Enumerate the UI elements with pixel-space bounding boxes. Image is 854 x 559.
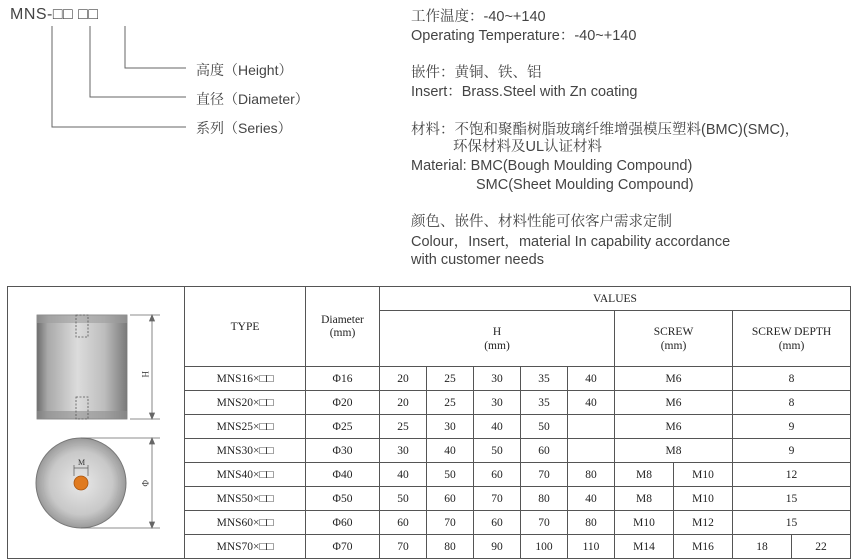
header-screw-unit: (mm) [660, 339, 687, 352]
row-h: 70 [521, 511, 568, 535]
row-h: 60 [427, 487, 474, 511]
row-dia: Φ50 [306, 487, 380, 511]
row-screw: M10 [615, 511, 674, 535]
row-dia: Φ16 [306, 367, 380, 391]
row-h: 70 [380, 535, 427, 559]
row-h: 80 [521, 487, 568, 511]
row-h: 35 [521, 391, 568, 415]
dia-dimension-label: Φ [140, 480, 150, 487]
header-h [380, 311, 615, 367]
row-h: 40 [568, 391, 615, 415]
row-h: 110 [568, 535, 615, 559]
row-depth: 18 [733, 535, 792, 559]
header-diameter-unit: (mm) [329, 326, 356, 339]
row-dia: Φ70 [306, 535, 380, 559]
row-screw: M14 [615, 535, 674, 559]
row-h: 50 [521, 415, 568, 439]
spec-colour-en-2: with customer needs [411, 252, 544, 268]
spec-colour-cn: 颜色、嵌件、材料性能可依客户需求定制 [411, 214, 672, 230]
spec-temp-cn: 工作温度：-40~+140 [411, 9, 546, 25]
row-h: 50 [380, 487, 427, 511]
row-depth: 15 [733, 511, 851, 535]
height-dimension [130, 315, 160, 419]
row-h: 25 [427, 367, 474, 391]
row-h: 20 [380, 367, 427, 391]
cylinder-drawing [8, 287, 184, 555]
legend-height: 高度（Height） [196, 62, 293, 78]
row-h: 60 [380, 511, 427, 535]
row-screw: M16 [674, 535, 733, 559]
row-depth: 8 [733, 391, 851, 415]
row-h: 25 [427, 391, 474, 415]
row-h: 80 [568, 511, 615, 535]
row-h: 25 [380, 415, 427, 439]
row-h: 50 [427, 463, 474, 487]
row-h: 70 [474, 487, 521, 511]
code-height-box: □□ [78, 6, 99, 23]
header-diameter-label: Diameter [321, 313, 364, 326]
row-screw: M10 [674, 487, 733, 511]
row-h: 70 [521, 463, 568, 487]
legend-series: 系列（Series） [196, 120, 292, 136]
spec-material-en-2: SMC(Sheet Moulding Compound) [476, 177, 694, 193]
row-dia: Φ25 [306, 415, 380, 439]
header-h-label: H [492, 325, 502, 338]
row-h [568, 439, 615, 463]
row-h: 20 [380, 391, 427, 415]
header-type: TYPE [185, 287, 306, 367]
row-type: MNS50×□□ [185, 487, 306, 511]
spec-table [7, 286, 851, 559]
cylinder-top-view [36, 438, 126, 528]
row-type: MNS16×□□ [185, 367, 306, 391]
insert-thread [74, 476, 88, 490]
row-h: 30 [380, 439, 427, 463]
row-h: 30 [474, 391, 521, 415]
row-screw: M10 [674, 463, 733, 487]
header-depth-unit: (mm) [778, 339, 805, 352]
header-screw-label: SCREW [653, 325, 694, 338]
row-h: 30 [474, 367, 521, 391]
row-h: 30 [427, 415, 474, 439]
row-type: MNS25×□□ [185, 415, 306, 439]
row-dia: Φ40 [306, 463, 380, 487]
row-screw: M6 [615, 391, 733, 415]
code-prefix: MNS- [10, 6, 53, 23]
row-h: 80 [427, 535, 474, 559]
row-h: 35 [521, 367, 568, 391]
spec-colour-en-1: Colour，Insert，material In capability accordance [411, 234, 731, 250]
row-screw: M8 [615, 463, 674, 487]
code-diameter-box: □□ [52, 6, 74, 23]
row-screw: M8 [615, 487, 674, 511]
row-h: 80 [568, 463, 615, 487]
row-dia: Φ60 [306, 511, 380, 535]
row-h: 90 [474, 535, 521, 559]
row-h: 60 [474, 511, 521, 535]
row-h: 40 [427, 439, 474, 463]
h-dimension-label: H [140, 371, 150, 378]
spec-temp-en: Operating Temperature：-40~+140 [411, 28, 637, 44]
product-diagram [8, 287, 185, 559]
spec-material-cn-2: 环保材料及UL认证材料 [453, 139, 603, 155]
row-h: 70 [427, 511, 474, 535]
row-dia: Φ30 [306, 439, 380, 463]
row-screw: M6 [615, 415, 733, 439]
row-h: 40 [568, 487, 615, 511]
cylinder-side-view [37, 315, 127, 419]
header-diameter [306, 287, 380, 367]
row-screw: M12 [674, 511, 733, 535]
row-type: MNS40×□□ [185, 463, 306, 487]
header-values: VALUES [380, 287, 851, 311]
row-h: 40 [474, 415, 521, 439]
row-h: 40 [568, 367, 615, 391]
row-h: 40 [380, 463, 427, 487]
row-h: 50 [474, 439, 521, 463]
m-dimension-label: M [78, 458, 86, 467]
row-h: 60 [474, 463, 521, 487]
spec-material-en-1: Material: BMC(Bough Moulding Compound) [411, 158, 693, 174]
row-h: 60 [521, 439, 568, 463]
row-depth: 9 [733, 415, 851, 439]
header-depth-label: SCREW DEPTH [751, 325, 832, 338]
row-h [568, 415, 615, 439]
legend-diameter: 直径（Diameter） [196, 91, 309, 107]
spec-material-cn-1: 材料：不饱和聚酯树脂玻璃纤维增强模压塑料(BMC)(SMC)， [411, 122, 800, 138]
row-type: MNS20×□□ [185, 391, 306, 415]
row-screw: M6 [615, 367, 733, 391]
row-screw: M8 [615, 439, 733, 463]
row-depth: 22 [792, 535, 851, 559]
header-depth [733, 311, 851, 367]
header-screw [615, 311, 733, 367]
row-dia: Φ20 [306, 391, 380, 415]
row-depth: 15 [733, 487, 851, 511]
row-type: MNS70×□□ [185, 535, 306, 559]
row-depth: 12 [733, 463, 851, 487]
row-type: MNS30×□□ [185, 439, 306, 463]
spec-insert-en: Insert：Brass.Steel with Zn coating [411, 84, 638, 100]
row-depth: 9 [733, 439, 851, 463]
row-type: MNS60×□□ [185, 511, 306, 535]
spec-insert-cn: 嵌件：黄铜、铁、铝 [411, 65, 542, 81]
header-h-unit: (mm) [484, 339, 510, 352]
row-depth: 8 [733, 367, 851, 391]
row-h: 100 [521, 535, 568, 559]
